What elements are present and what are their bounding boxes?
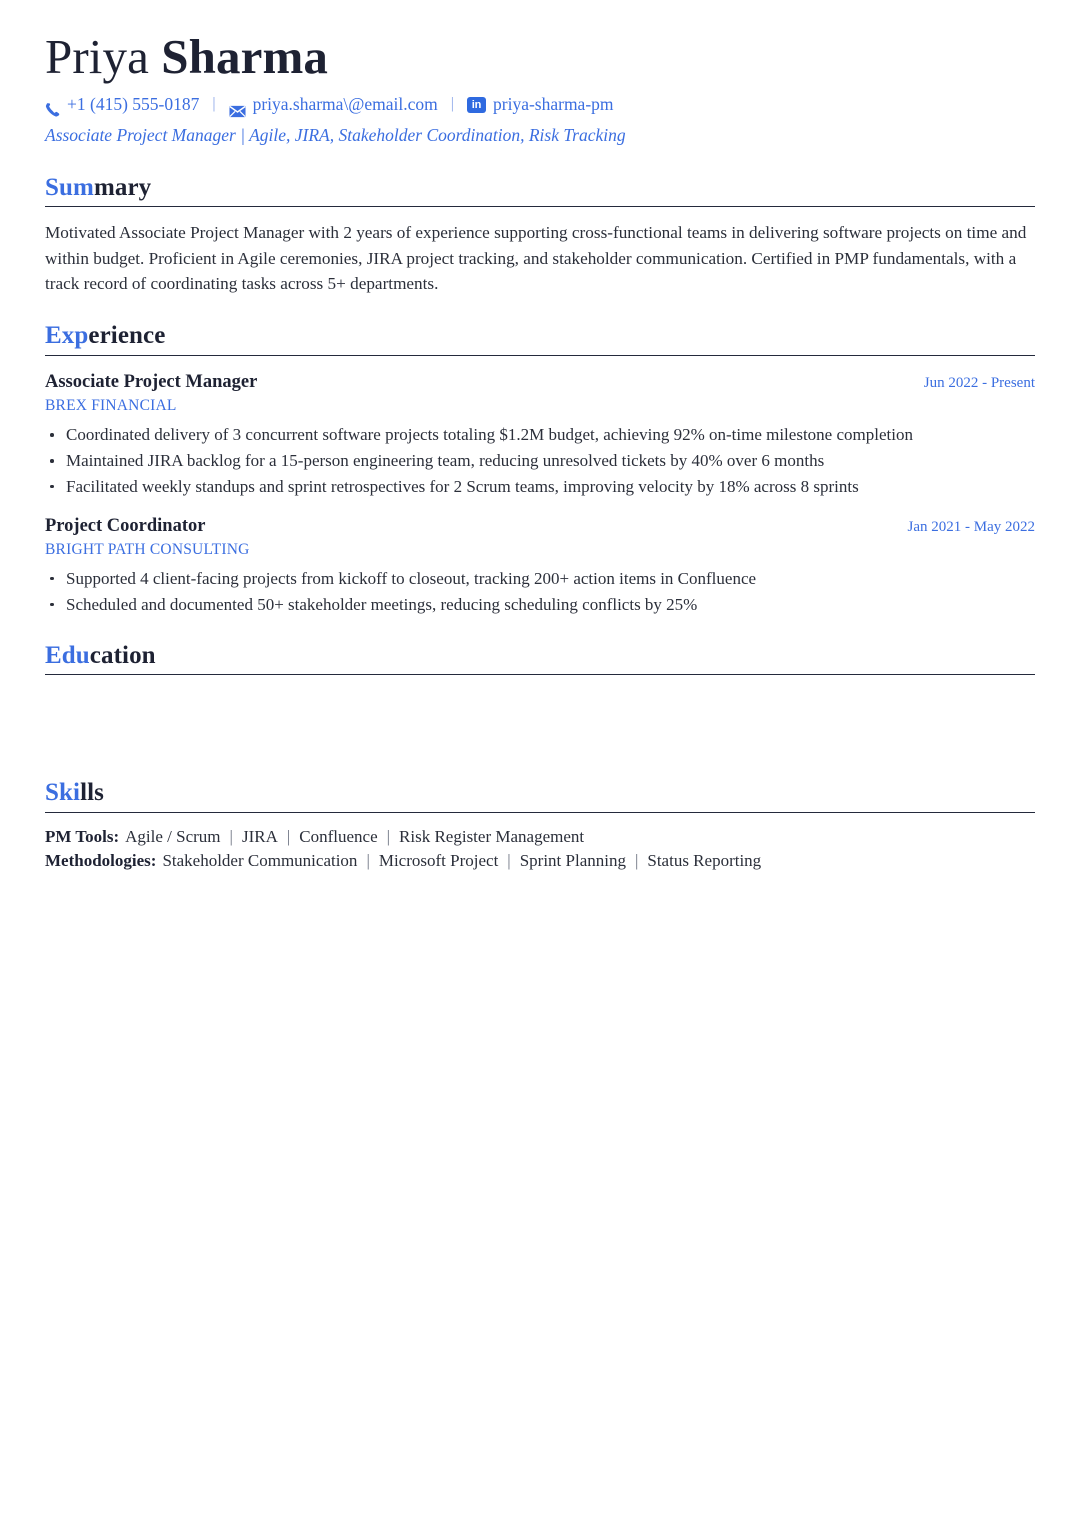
skills-body (45, 826, 1035, 873)
skill-separator: | (286, 827, 291, 847)
skill-category-label: PM Tools: (45, 827, 120, 847)
education-entry-list (45, 675, 1035, 753)
phone-text: +1 (415) 555-0187 (67, 93, 200, 114)
section-title-experience (45, 322, 1035, 351)
linkedin-icon: in (467, 97, 486, 113)
section-rule-summary (45, 206, 1035, 207)
summary-paragraph: Motivated Associate Project Manager with 2 years of experience supporting cross-functional teams in delivering software projects on time and within budget. Proficient in Agile ceremonies, JIRA project tracking, and stakeholder communication. Certified in PMP fundamentals, with a track record of coordinating tasks across 5+ departments. (45, 223, 1027, 293)
job-bullet-list (45, 424, 1035, 498)
job-title: Associate Project Manager (45, 371, 258, 392)
candidate-first-name: Priya (45, 29, 149, 84)
job-title: Project Coordinator (45, 515, 206, 536)
contact-email[interactable] (229, 91, 438, 117)
job-company: BRIGHT PATH CONSULTING (45, 540, 250, 558)
job-date-range: Jun 2022 - Present (923, 374, 1035, 391)
section-title-accent: Ski (45, 779, 81, 807)
section-title-rest: lls (80, 779, 104, 807)
section-experience (45, 322, 1035, 615)
experience-entry-header (45, 371, 1035, 394)
section-rule-experience (45, 355, 1035, 356)
experience-entry (45, 515, 1035, 616)
section-title-accent: Edu (45, 641, 90, 669)
contact-line (45, 91, 1035, 117)
section-title-rest: mary (93, 173, 152, 201)
section-education (45, 642, 1035, 754)
phone-icon (45, 98, 60, 113)
skill-category-label: Methodologies: (45, 851, 157, 871)
skill-item: Stakeholder Communication (162, 851, 358, 871)
section-title-skills (45, 779, 1035, 808)
section-summary (45, 174, 1035, 297)
skill-item: Microsoft Project (378, 851, 499, 871)
headline-tagline: Associate Project Manager | Agile, JIRA, Stakeholder Coordination, Risk Tracking (45, 125, 626, 146)
contact-separator-1: | (212, 95, 216, 112)
section-title-education (45, 642, 1035, 671)
contact-phone[interactable] (45, 91, 199, 117)
skill-separator: | (386, 827, 391, 847)
job-bullet: Maintained JIRA backlog for a 15-person engineering team, reducing unresolved tickets by 40% over 6 months (45, 450, 1035, 472)
contact-separator-2: | (450, 95, 454, 112)
section-rule-skills (45, 812, 1035, 813)
contact-linkedin[interactable] (467, 91, 614, 117)
job-company: BREX FINANCIAL (45, 397, 177, 415)
section-skills (45, 779, 1035, 873)
candidate-name (45, 30, 1035, 85)
resume-header (45, 30, 1035, 148)
envelope-icon (229, 99, 246, 112)
section-title-summary (45, 174, 1035, 203)
section-title-rest: cation (89, 641, 156, 669)
experience-entry (45, 371, 1035, 498)
skill-row (45, 850, 1035, 873)
email-text: priya.sharma\@email.com (252, 93, 438, 114)
job-bullet-list (45, 568, 1035, 616)
skill-separator: | (507, 851, 511, 871)
section-title-accent: Sum (45, 173, 94, 201)
skill-separator: | (634, 851, 639, 871)
skill-item: Agile / Scrum (125, 827, 221, 847)
section-title-accent: Exp (45, 322, 89, 350)
job-date-range: Jan 2021 - May 2022 (907, 518, 1035, 535)
skill-item: Risk Register Management (399, 827, 585, 847)
experience-entry-header (45, 515, 1035, 538)
candidate-last-name: Sharma (161, 29, 328, 84)
skill-item: Sprint Planning (519, 851, 626, 871)
skill-separator: | (229, 827, 233, 847)
section-title-rest: erience (88, 322, 166, 350)
skill-item: Status Reporting (647, 851, 762, 871)
job-bullet: Facilitated weekly standups and sprint retrospectives for 2 Scrum teams, improving velocity by 18% across 8 sprints (45, 476, 1035, 498)
skill-item: JIRA (241, 827, 278, 847)
job-bullet: Scheduled and documented 50+ stakeholder meetings, reducing scheduling conflicts by 25% (45, 594, 1035, 616)
linkedin-text: priya-sharma-pm (493, 93, 614, 114)
skill-row (45, 826, 1035, 849)
job-bullet: Coordinated delivery of 3 concurrent software projects totaling $1.2M budget, achieving 92% on-time milestone completion (45, 424, 1035, 446)
skill-separator: | (366, 851, 370, 871)
job-bullet: Supported 4 client-facing projects from kickoff to closeout, tracking 200+ action items in Confluence (45, 568, 1035, 590)
skill-item: Confluence (299, 827, 378, 847)
